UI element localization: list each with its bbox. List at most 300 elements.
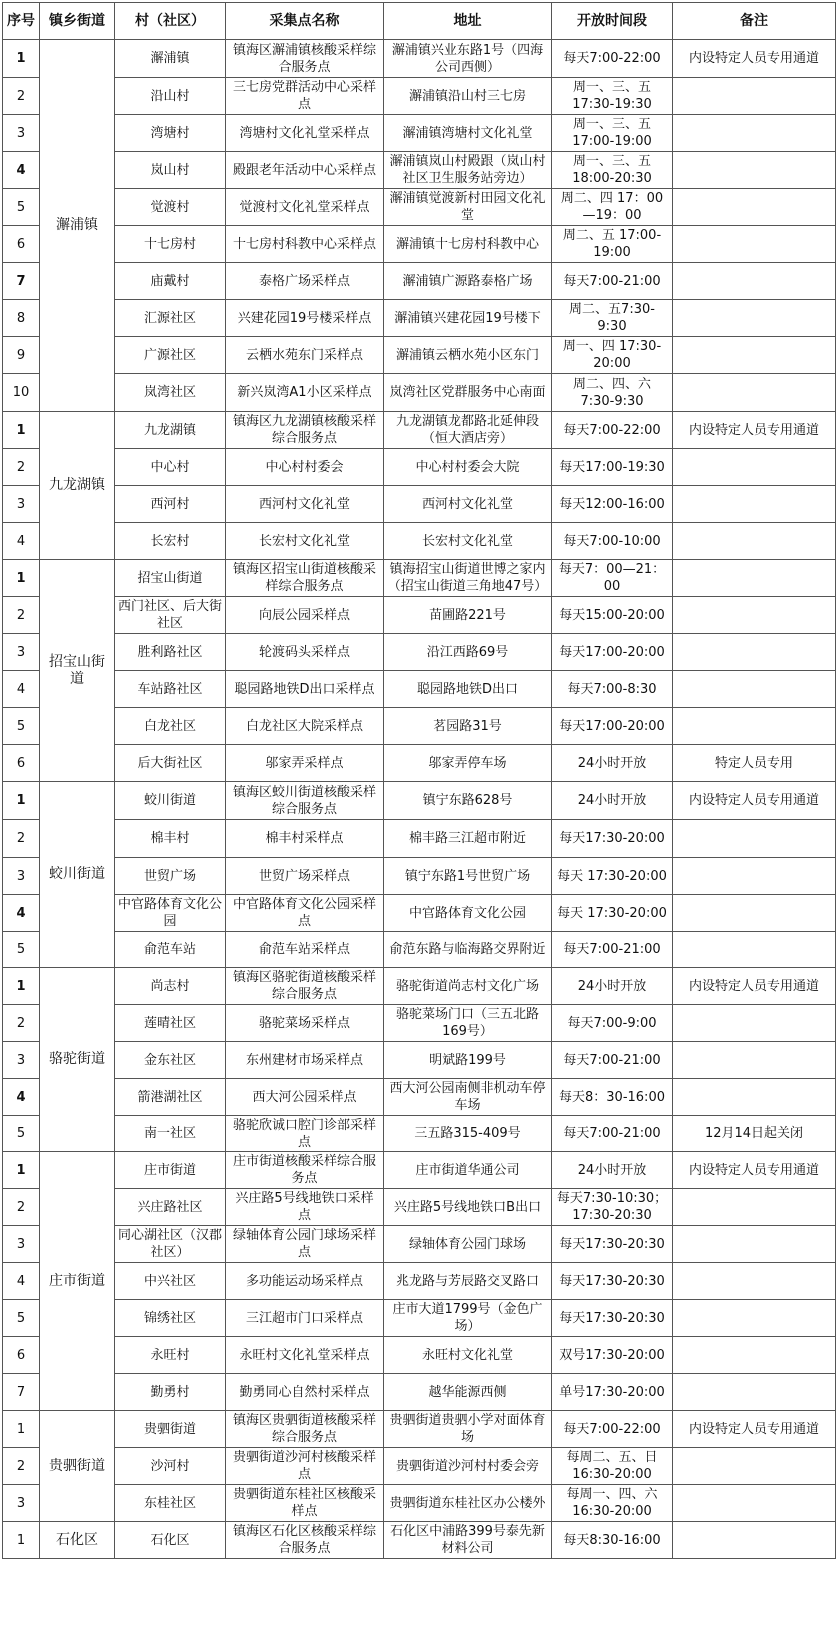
note (673, 1226, 836, 1263)
note (673, 189, 836, 226)
row-number: 9 (3, 337, 40, 374)
open-hours: 24小时开放 (552, 782, 673, 820)
village-name: 勤勇村 (115, 1374, 226, 1411)
village-name: 长宏村 (115, 523, 226, 560)
row-number: 4 (3, 895, 40, 932)
site-name: 绿轴体育公园门球场采样点 (226, 1226, 384, 1263)
site-name: 镇海区招宝山街道核酸采样综合服务点 (226, 560, 384, 597)
site-name: 镇海区石化区核酸采样综合服务点 (226, 1522, 384, 1559)
site-name: 棉丰村采样点 (226, 820, 384, 858)
row-number: 6 (3, 226, 40, 263)
site-address: 明斌路199号 (384, 1042, 552, 1079)
table-row (3, 300, 836, 337)
site-address: 贵驷街道贵驷小学对面体育场 (384, 1411, 552, 1448)
town-name: 骆驼街道 (40, 968, 115, 1152)
row-number: 1 (3, 560, 40, 597)
site-name: 十七房村科教中心采样点 (226, 226, 384, 263)
town-name: 贵驷街道 (40, 1411, 115, 1522)
site-name: 邬家弄采样点 (226, 745, 384, 782)
open-hours: 周二、四 17：00—19：00 (552, 189, 673, 226)
site-name: 觉渡村文化礼堂采样点 (226, 189, 384, 226)
site-address: 骆驼街道尚志村文化广场 (384, 968, 552, 1005)
table-row (3, 152, 836, 189)
table-row (3, 263, 836, 300)
table-row (3, 1116, 836, 1152)
site-name: 勤勇同心自然村采样点 (226, 1374, 384, 1411)
open-hours: 周一、三、五 18:00-20:30 (552, 152, 673, 189)
open-hours: 每天17:30-20:30 (552, 1226, 673, 1263)
site-name: 世贸广场采样点 (226, 858, 384, 895)
row-number: 3 (3, 1226, 40, 1263)
open-hours: 每天7:30-10:30；17:30-20:30 (552, 1189, 673, 1226)
site-address: 三五路315-409号 (384, 1116, 552, 1152)
village-name: 石化区 (115, 1522, 226, 1559)
village-name: 庄市街道 (115, 1152, 226, 1189)
site-address: 邬家弄停车场 (384, 745, 552, 782)
open-hours: 周二、五 17:00-19:00 (552, 226, 673, 263)
table-row (3, 1152, 836, 1189)
note: 内设特定人员专用通道 (673, 1411, 836, 1448)
village-name: 西河村 (115, 486, 226, 523)
note (673, 708, 836, 745)
open-hours: 周二、四、六 7:30-9:30 (552, 374, 673, 412)
row-number: 1 (3, 40, 40, 78)
table-row (3, 745, 836, 782)
town-name: 九龙湖镇 (40, 412, 115, 560)
open-hours: 每天7:00-22:00 (552, 40, 673, 78)
site-address: 茗园路31号 (384, 708, 552, 745)
site-name: 轮渡码头采样点 (226, 634, 384, 671)
table-row (3, 412, 836, 449)
note (673, 523, 836, 560)
site-address: 九龙湖镇龙都路北延伸段（恒大酒店旁） (384, 412, 552, 449)
town-name: 澥浦镇 (40, 40, 115, 412)
row-number: 6 (3, 1337, 40, 1374)
village-name: 东桂社区 (115, 1485, 226, 1522)
row-number: 4 (3, 671, 40, 708)
village-name: 岚湾社区 (115, 374, 226, 412)
site-address: 兆龙路与芳辰路交叉路口 (384, 1263, 552, 1300)
village-name: 十七房村 (115, 226, 226, 263)
row-number: 6 (3, 745, 40, 782)
open-hours: 每天7:00-8:30 (552, 671, 673, 708)
site-name: 镇海区蛟川街道核酸采样综合服务点 (226, 782, 384, 820)
open-hours: 24小时开放 (552, 745, 673, 782)
row-number: 4 (3, 1079, 40, 1116)
note (673, 1042, 836, 1079)
note (673, 115, 836, 152)
site-name: 白龙社区大院采样点 (226, 708, 384, 745)
note (673, 226, 836, 263)
note (673, 1300, 836, 1337)
site-address: 澥浦镇岚山村殿跟（岚山村社区卫生服务站旁边） (384, 152, 552, 189)
village-name: 南一社区 (115, 1116, 226, 1152)
row-number: 2 (3, 1448, 40, 1485)
village-name: 胜利路社区 (115, 634, 226, 671)
table-row (3, 782, 836, 820)
row-number: 8 (3, 300, 40, 337)
open-hours: 每周一、四、六 16:30-20:00 (552, 1485, 673, 1522)
note (673, 1005, 836, 1042)
site-name: 西河村文化礼堂 (226, 486, 384, 523)
table-row (3, 78, 836, 115)
site-name: 西大河公园采样点 (226, 1079, 384, 1116)
header-open-hours: 开放时间段 (552, 3, 673, 40)
open-hours: 每天17:00-20:00 (552, 634, 673, 671)
village-name: 箭港湖社区 (115, 1079, 226, 1116)
site-address: 镇宁东路628号 (384, 782, 552, 820)
row-number: 10 (3, 374, 40, 412)
site-name: 镇海区贵驷街道核酸采样综合服务点 (226, 1411, 384, 1448)
site-name: 殿跟老年活动中心采样点 (226, 152, 384, 189)
open-hours: 每天17:00-19:30 (552, 449, 673, 486)
table-row (3, 374, 836, 412)
table-row (3, 932, 836, 968)
village-name: 贵驷街道 (115, 1411, 226, 1448)
row-number: 2 (3, 597, 40, 634)
site-name: 贵驷街道东桂社区核酸采样点 (226, 1485, 384, 1522)
header-address: 地址 (384, 3, 552, 40)
note: 内设特定人员专用通道 (673, 968, 836, 1005)
open-hours: 每天7:00-21:00 (552, 932, 673, 968)
town-name: 蛟川街道 (40, 782, 115, 968)
note (673, 895, 836, 932)
row-number: 1 (3, 782, 40, 820)
site-address: 棉丰路三江超市附近 (384, 820, 552, 858)
open-hours: 每天7:00-10:00 (552, 523, 673, 560)
row-number: 1 (3, 968, 40, 1005)
sampling-site-table (2, 2, 836, 1559)
row-number: 2 (3, 1005, 40, 1042)
village-name: 岚山村 (115, 152, 226, 189)
site-address: 岚湾社区党群服务中心南面 (384, 374, 552, 412)
note (673, 78, 836, 115)
table-row (3, 968, 836, 1005)
table-row (3, 523, 836, 560)
site-name: 贵驷街道沙河村核酸采样点 (226, 1448, 384, 1485)
table-header-row (3, 3, 836, 40)
site-address: 骆驼菜场门口（三五北路169号） (384, 1005, 552, 1042)
village-name: 招宝山街道 (115, 560, 226, 597)
table-row (3, 1005, 836, 1042)
site-name: 庄市街道核酸采样综合服务点 (226, 1152, 384, 1189)
town-name: 招宝山街道 (40, 560, 115, 782)
row-number: 7 (3, 1374, 40, 1411)
village-name: 永旺村 (115, 1337, 226, 1374)
village-name: 蛟川街道 (115, 782, 226, 820)
row-number: 5 (3, 1116, 40, 1152)
open-hours: 每周二、五、日 16:30-20:00 (552, 1448, 673, 1485)
table-row (3, 189, 836, 226)
row-number: 3 (3, 634, 40, 671)
village-name: 沙河村 (115, 1448, 226, 1485)
open-hours: 周二、五7:30-9:30 (552, 300, 673, 337)
table-row (3, 486, 836, 523)
village-name: 尚志村 (115, 968, 226, 1005)
table-row (3, 671, 836, 708)
open-hours: 周一、三、五 17:30-19:30 (552, 78, 673, 115)
table-row (3, 226, 836, 263)
row-number: 2 (3, 78, 40, 115)
note (673, 560, 836, 597)
site-address: 澥浦镇广源路泰格广场 (384, 263, 552, 300)
note (673, 337, 836, 374)
note: 特定人员专用 (673, 745, 836, 782)
open-hours: 每天17:30-20:30 (552, 1263, 673, 1300)
table-row (3, 1226, 836, 1263)
open-hours: 每天 17:30-20:00 (552, 858, 673, 895)
site-address: 澥浦镇湾塘村文化礼堂 (384, 115, 552, 152)
table-row (3, 634, 836, 671)
village-name: 车站路社区 (115, 671, 226, 708)
note (673, 449, 836, 486)
open-hours: 每天12:00-16:00 (552, 486, 673, 523)
row-number: 1 (3, 1411, 40, 1448)
open-hours: 每天15:00-20:00 (552, 597, 673, 634)
site-address: 沿江西路69号 (384, 634, 552, 671)
open-hours: 每天8:30-16:00 (552, 1522, 673, 1559)
table-row (3, 1189, 836, 1226)
row-number: 7 (3, 263, 40, 300)
open-hours: 每天7:00-9:00 (552, 1005, 673, 1042)
site-address: 长宏村文化礼堂 (384, 523, 552, 560)
table-row (3, 337, 836, 374)
table-row (3, 1522, 836, 1559)
table-row (3, 1042, 836, 1079)
site-name: 新兴岚湾A1小区采样点 (226, 374, 384, 412)
row-number: 3 (3, 115, 40, 152)
row-number: 1 (3, 412, 40, 449)
site-address: 庄市大道1799号（金色广场） (384, 1300, 552, 1337)
site-name: 镇海区九龙湖镇核酸采样综合服务点 (226, 412, 384, 449)
note (673, 1263, 836, 1300)
open-hours: 每天 17:30-20:00 (552, 895, 673, 932)
village-name: 广源社区 (115, 337, 226, 374)
open-hours: 每天7:00-22:00 (552, 412, 673, 449)
village-name: 俞范车站 (115, 932, 226, 968)
site-address: 越华能源西侧 (384, 1374, 552, 1411)
site-name: 中官路体育文化公园采样点 (226, 895, 384, 932)
village-name: 世贸广场 (115, 858, 226, 895)
table-row (3, 1485, 836, 1522)
village-name: 觉渡村 (115, 189, 226, 226)
header-notes: 备注 (673, 3, 836, 40)
village-name: 白龙社区 (115, 708, 226, 745)
open-hours: 每天17:30-20:30 (552, 1300, 673, 1337)
village-name: 中心村 (115, 449, 226, 486)
note: 内设特定人员专用通道 (673, 782, 836, 820)
open-hours: 每天8：30-16:00 (552, 1079, 673, 1116)
open-hours: 每天17:00-20:00 (552, 708, 673, 745)
note (673, 263, 836, 300)
row-number: 2 (3, 820, 40, 858)
site-address: 澥浦镇觉渡新村田园文化礼堂 (384, 189, 552, 226)
site-address: 石化区中浦路399号泰先新材料公司 (384, 1522, 552, 1559)
village-name: 金东社区 (115, 1042, 226, 1079)
note: 12月14日起关闭 (673, 1116, 836, 1152)
header-site-name: 采集点名称 (226, 3, 384, 40)
note (673, 374, 836, 412)
note (673, 820, 836, 858)
site-address: 澥浦镇十七房村科教中心 (384, 226, 552, 263)
open-hours: 每天7：00—21：00 (552, 560, 673, 597)
table-row (3, 1263, 836, 1300)
site-address: 澥浦镇云栖水苑小区东门 (384, 337, 552, 374)
open-hours: 24小时开放 (552, 968, 673, 1005)
site-address: 西河村文化礼堂 (384, 486, 552, 523)
note (673, 1189, 836, 1226)
note: 内设特定人员专用通道 (673, 1152, 836, 1189)
note (673, 1522, 836, 1559)
site-name: 兴建花园19号楼采样点 (226, 300, 384, 337)
site-name: 永旺村文化礼堂采样点 (226, 1337, 384, 1374)
site-name: 俞范车站采样点 (226, 932, 384, 968)
site-address: 镇宁东路1号世贸广场 (384, 858, 552, 895)
row-number: 3 (3, 1485, 40, 1522)
site-name: 骆驼菜场采样点 (226, 1005, 384, 1042)
site-name: 聪园路地铁D出口采样点 (226, 671, 384, 708)
site-name: 兴庄路5号线地铁口采样点 (226, 1189, 384, 1226)
site-address: 庄市街道华通公司 (384, 1152, 552, 1189)
table-row (3, 1374, 836, 1411)
site-name: 云栖水苑东门采样点 (226, 337, 384, 374)
table-row (3, 708, 836, 745)
note: 内设特定人员专用通道 (673, 412, 836, 449)
site-name: 镇海区澥浦镇核酸采样综合服务点 (226, 40, 384, 78)
site-address: 澥浦镇兴建花园19号楼下 (384, 300, 552, 337)
row-number: 4 (3, 523, 40, 560)
table-row (3, 1300, 836, 1337)
note (673, 152, 836, 189)
site-address: 绿轴体育公园门球场 (384, 1226, 552, 1263)
village-name: 庙戴村 (115, 263, 226, 300)
site-address: 苗圃路221号 (384, 597, 552, 634)
note (673, 671, 836, 708)
note (673, 932, 836, 968)
note (673, 634, 836, 671)
open-hours: 每天7:00-21:00 (552, 1042, 673, 1079)
open-hours: 每天7:00-21:00 (552, 1116, 673, 1152)
site-address: 贵驷街道沙河村村委会旁 (384, 1448, 552, 1485)
open-hours: 24小时开放 (552, 1152, 673, 1189)
town-name: 石化区 (40, 1522, 115, 1559)
village-name: 湾塘村 (115, 115, 226, 152)
site-name: 中心村村委会 (226, 449, 384, 486)
row-number: 2 (3, 1189, 40, 1226)
village-name: 兴庄路社区 (115, 1189, 226, 1226)
row-number: 4 (3, 152, 40, 189)
site-address: 西大河公园南侧非机动车停车场 (384, 1079, 552, 1116)
row-number: 5 (3, 708, 40, 745)
village-name: 西门社区、后大街社区 (115, 597, 226, 634)
row-number: 1 (3, 1522, 40, 1559)
open-hours: 单号17:30-20:00 (552, 1374, 673, 1411)
row-number: 1 (3, 1152, 40, 1189)
note: 内设特定人员专用通道 (673, 40, 836, 78)
site-address: 镇海招宝山街道世博之家内（招宝山街道三角地47号） (384, 560, 552, 597)
village-name: 后大街社区 (115, 745, 226, 782)
table-row (3, 40, 836, 78)
village-name: 澥浦镇 (115, 40, 226, 78)
note (673, 300, 836, 337)
village-name: 沿山村 (115, 78, 226, 115)
table-row (3, 449, 836, 486)
village-name: 中兴社区 (115, 1263, 226, 1300)
open-hours: 每天7:00-22:00 (552, 1411, 673, 1448)
site-address: 兴庄路5号线地铁口B出口 (384, 1189, 552, 1226)
village-name: 汇源社区 (115, 300, 226, 337)
row-number: 3 (3, 858, 40, 895)
site-name: 骆驼欣诚口腔门诊部采样点 (226, 1116, 384, 1152)
village-name: 锦绣社区 (115, 1300, 226, 1337)
village-name: 莲晴社区 (115, 1005, 226, 1042)
town-name: 庄市街道 (40, 1152, 115, 1411)
note (673, 1374, 836, 1411)
site-address: 俞范东路与临海路交界附近 (384, 932, 552, 968)
note (673, 486, 836, 523)
site-name: 三江超市门口采样点 (226, 1300, 384, 1337)
site-name: 多功能运动场采样点 (226, 1263, 384, 1300)
site-name: 泰格广场采样点 (226, 263, 384, 300)
note (673, 1448, 836, 1485)
header-village: 村（社区） (115, 3, 226, 40)
open-hours: 双号17:30-20:00 (552, 1337, 673, 1374)
row-number: 5 (3, 1300, 40, 1337)
table-row (3, 560, 836, 597)
row-number: 5 (3, 932, 40, 968)
row-number: 4 (3, 1263, 40, 1300)
site-name: 湾塘村文化礼堂采样点 (226, 115, 384, 152)
note (673, 597, 836, 634)
table-row (3, 895, 836, 932)
site-address: 永旺村文化礼堂 (384, 1337, 552, 1374)
note (673, 1079, 836, 1116)
table-row (3, 1079, 836, 1116)
header-town: 镇乡街道 (40, 3, 115, 40)
table-row (3, 597, 836, 634)
open-hours: 周一、四 17:30-20:00 (552, 337, 673, 374)
note (673, 1485, 836, 1522)
site-name: 东州建材市场采样点 (226, 1042, 384, 1079)
site-address: 贵驷街道东桂社区办公楼外 (384, 1485, 552, 1522)
site-address: 中官路体育文化公园 (384, 895, 552, 932)
site-address: 澥浦镇沿山村三七房 (384, 78, 552, 115)
row-number: 3 (3, 1042, 40, 1079)
site-name: 长宏村文化礼堂 (226, 523, 384, 560)
site-name: 向辰公园采样点 (226, 597, 384, 634)
row-number: 3 (3, 486, 40, 523)
site-name: 三七房党群活动中心采样点 (226, 78, 384, 115)
village-name: 九龙湖镇 (115, 412, 226, 449)
table-row (3, 1337, 836, 1374)
open-hours: 每天7:00-21:00 (552, 263, 673, 300)
site-address: 中心村村委会大院 (384, 449, 552, 486)
table-row (3, 1448, 836, 1485)
open-hours: 周一、三、五 17:00-19:00 (552, 115, 673, 152)
open-hours: 每天17:30-20:00 (552, 820, 673, 858)
site-address: 澥浦镇兴业东路1号（四海公司西侧） (384, 40, 552, 78)
row-number: 5 (3, 189, 40, 226)
village-name: 棉丰村 (115, 820, 226, 858)
site-name: 镇海区骆驼街道核酸采样综合服务点 (226, 968, 384, 1005)
note (673, 858, 836, 895)
table-row (3, 858, 836, 895)
note (673, 1337, 836, 1374)
site-address: 聪园路地铁D出口 (384, 671, 552, 708)
table-row (3, 820, 836, 858)
table-row (3, 1411, 836, 1448)
table-row (3, 115, 836, 152)
